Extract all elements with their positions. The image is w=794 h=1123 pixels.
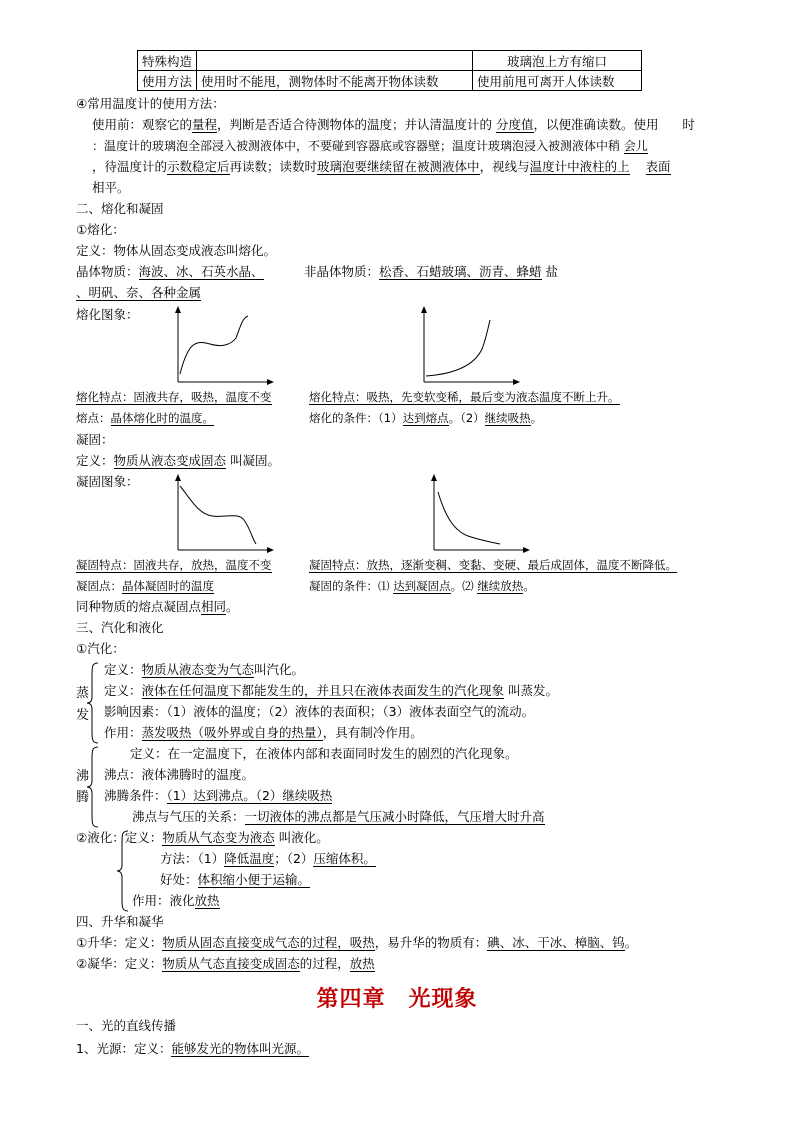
chapter-heading-1: 一、光的直线传播 (76, 1018, 177, 1033)
boil-point: 沸点：液体沸腾时的温度。 (104, 767, 255, 782)
desublimation-line: ②凝华：定义：物质从气态直接变成固态的过程，放热 (76, 956, 375, 971)
evap-factor: 影响因素：（1）液体的温度；（2）液体的表面积；（3）液体表面空气的流动。 (104, 704, 535, 719)
melt-feature-right: 熔化特点：吸热，先变软变稀，最后变为液态温度不断上升。 (309, 390, 620, 404)
y-axis-arrow (421, 306, 427, 313)
melt-feature-left: 熔化特点：固液共存，吸热，温度不变 (76, 390, 272, 404)
thermo-line-2: ：温度计的玻璃泡全部浸入被测液体中，不要碰到容器底或容器壁；温度计玻璃泡浸入被测液体中稍 会儿 (92, 139, 648, 153)
chapter-title: 第四章 光现象 (316, 987, 478, 1012)
same-point-line: 同种物质的熔点凝固点相同。 (76, 599, 239, 614)
table-cell-label: 使用方法 (138, 71, 197, 91)
liquefaction-use: 作用：液化放热 (132, 893, 220, 908)
evap-char-2: 发 (76, 708, 90, 723)
solid-feature-left: 凝固特点：固液共存，放热，温度不变 (76, 558, 272, 572)
solid-point: 凝固点：晶体凝固时的温度 (76, 579, 214, 593)
melt-heading: 二、熔化和凝固 (76, 201, 164, 216)
noncrystal-solidifying-graph (424, 472, 534, 554)
vapor-sub: ①汽化： (76, 641, 125, 656)
liquefaction-method: 方法：（1）降低温度；（2）压缩体积。 (160, 851, 376, 866)
noncrystal-solid-curve (438, 492, 500, 544)
solid-def: 定义：物质从液态变成固态 叫凝固。 (76, 453, 281, 468)
melt-condition: 熔化的条件：（1）达到熔点。（2）继续吸热。 (309, 411, 543, 425)
thermo-line-3: ，待温度计的示数稳定后再读数；读数时玻璃泡要继续留在被测液体中，视线与温度计中液柱的上 表面 (92, 159, 671, 174)
solid-feature-right: 凝固特点：放热，逐渐变稠、变黏、变硬、最后成固体，温度不断降低。 (309, 558, 677, 572)
evap-def: 定义：液体在任何温度下都能发生的，并且只在液体表面发生的汽化现象 叫蒸发。 (104, 683, 559, 698)
thermo-title: ④常用温度计的使用方法： (76, 96, 225, 111)
y-axis-arrow (175, 306, 181, 313)
evap-char-1: 蒸 (76, 686, 90, 701)
liquefaction-benefit: 好处：体积缩小便于运输。 (160, 872, 311, 887)
evap-effect: 作用：蒸发吸热（吸外界或自身的热量），具有制冷作用。 (104, 725, 423, 740)
melt-point: 熔点：晶体熔化时的温度。 (76, 411, 214, 425)
melt-sub: ①熔化： (76, 222, 125, 237)
boil-pressure: 沸点与气压的关系：一切液体的沸点都是气压减小时降低，气压增大时升高 (132, 809, 545, 824)
boil-char-1: 沸 (76, 769, 90, 784)
crystal-line: 晶体物质：海波、冰、石英水晶、 (76, 264, 264, 279)
boil-char-2: 腾 (76, 790, 90, 805)
noncrystal-line: 非晶体物质：松香、石蜡玻璃、沥青、蜂蜡 盐 (304, 264, 559, 279)
crystal-melting-graph (168, 304, 278, 386)
crystal-solidifying-graph (168, 472, 278, 554)
thermo-line-4: 相平。 (92, 180, 130, 195)
x-axis-arrow (267, 547, 274, 553)
solid-graph-label: 凝固图象： (76, 474, 139, 489)
noncrystal-melting-graph (414, 304, 524, 386)
boil-condition: 沸腾条件：（1）达到沸点。（2）继续吸热 (104, 788, 333, 803)
crystal-solid-curve (180, 486, 256, 544)
melt-graph-label: 熔化图象： (76, 307, 139, 322)
noncrystal-melt-curve (426, 320, 490, 376)
table-cell-mid: 使用时不能甩，测物体时不能离开物体读数 (197, 71, 473, 91)
solid-sub: 凝固： (76, 432, 114, 447)
liquefaction-def: ②液化：定义：物质从气态变为液态 叫液化。 (76, 830, 329, 845)
vapor-heading: 三、汽化和液化 (76, 620, 164, 635)
crystal-melt-curve (180, 316, 248, 374)
subl-heading: 四、升华和凝华 (76, 914, 164, 929)
boil-def: 定义：在一定温度下，在液体内部和表面同时发生的剧烈的汽化现象。 (130, 746, 518, 761)
melt-def: 定义：物体从固态变成液态叫熔化。 (76, 243, 277, 258)
light-source-line: 1、光源：定义：能够发光的物体叫光源。 (76, 1041, 309, 1056)
table-cell-right: 玻璃泡上方有缩口 (473, 51, 642, 71)
thermometer-table (137, 50, 642, 91)
x-axis-arrow (523, 547, 530, 553)
sublimation-line: ①升华：定义：物质从固态直接变成气态的过程，吸热，易升华的物质有：碘、冰、干冰、樟脑、钨。 (76, 935, 638, 950)
table-cell-label: 特殊构造 (138, 51, 197, 71)
table-cell-right: 使用前甩可离开人体读数 (473, 71, 642, 91)
y-axis-arrow (175, 474, 181, 481)
solid-condition: 凝固的条件：⑴ 达到凝固点。⑵ 继续放热。 (309, 579, 535, 593)
x-axis-arrow (513, 379, 520, 385)
x-axis-arrow (267, 379, 274, 385)
y-axis-arrow (431, 474, 437, 481)
vapor-def: 定义：物质从液态变为气态叫汽化。 (104, 662, 305, 677)
table-cell-mid (197, 51, 473, 71)
thermo-line-1: 使用前：观察它的量程，判断是否适合待测物体的温度；并认清温度计的 分度值，以便准确读数。使用 时 (92, 117, 695, 132)
crystal-cont: 、明矾、奈、各种金属 (76, 285, 202, 300)
